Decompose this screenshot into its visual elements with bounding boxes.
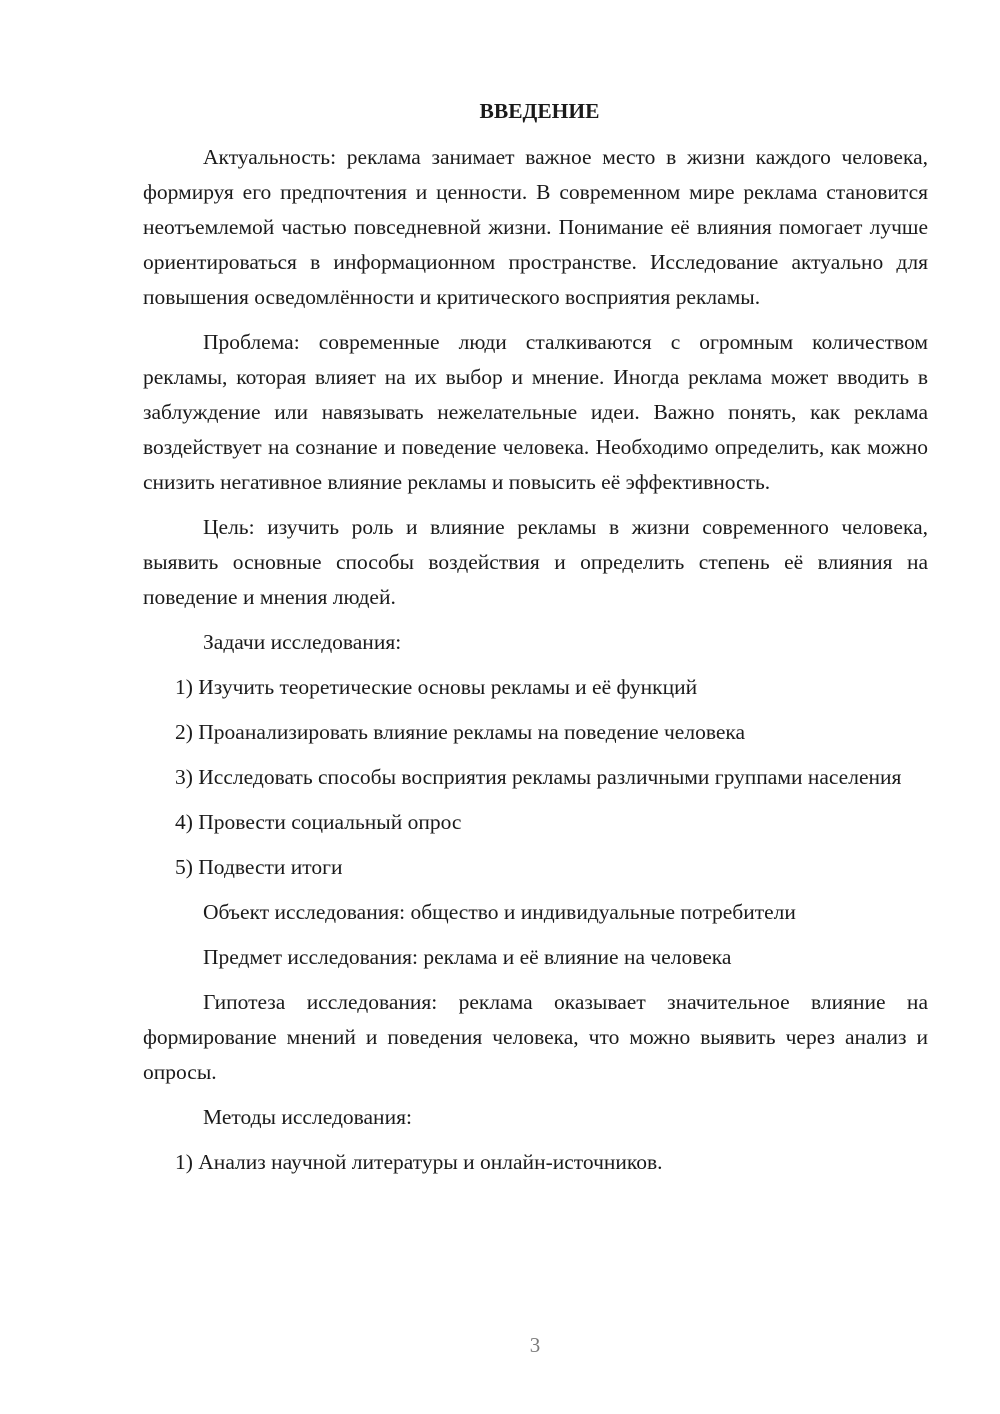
task-item: 3) Исследовать способы восприятия рекламы различными группами населения bbox=[175, 765, 902, 789]
hypothesis-paragraph: Гипотеза исследования: реклама оказывает значительное влияние на формирование мнений и поведения человека, что можно выявить через анализ и опросы. bbox=[143, 990, 928, 1084]
goal-paragraph: Цель: изучить роль и влияние рекламы в жизни современного человека, выявить основные способы воздействия и определить степень её влияния на поведение и мнения людей. bbox=[143, 515, 928, 609]
tasks-heading: Задачи исследования: bbox=[203, 630, 402, 654]
page-number: 3 bbox=[529, 1333, 541, 1357]
problem-paragraph: Проблема: современные люди сталкиваются с огромным количеством рекламы, которая влияет на их выбор и мнение. Иногда реклама может вводить в заблуждение или навязывать нежелательные идеи. Важно понять, как реклама воздействует на сознание и поведение человека. Необходимо определить, как можно снизить негативное влияние рекламы и повысить её эффективность. bbox=[143, 330, 928, 494]
task-item: 4) Провести социальный опрос bbox=[175, 810, 462, 834]
task-item: 1) Изучить теоретические основы рекламы и её функций bbox=[175, 675, 698, 699]
document-page bbox=[143, 96, 928, 1190]
methods-heading: Методы исследования: bbox=[203, 1105, 412, 1129]
page-title: ВВЕДЕНИЕ bbox=[479, 99, 600, 123]
object-line: Объект исследования: общество и индивидуальные потребители bbox=[203, 900, 796, 924]
task-item: 2) Проанализировать влияние рекламы на поведение человека bbox=[175, 720, 746, 744]
methods-list bbox=[143, 1145, 928, 1180]
task-item: 5) Подвести итоги bbox=[175, 855, 343, 879]
method-item: 1) Анализ научной литературы и онлайн-источников. bbox=[175, 1150, 663, 1174]
subject-line: Предмет исследования: реклама и её влияние на человека bbox=[203, 945, 732, 969]
relevance-paragraph: Актуальность: реклама занимает важное место в жизни каждого человека, формируя его предпочтения и ценности. В современном мире реклама становится неотъемлемой частью повседневной жизни. Понимание её влияния помогает лучше ориентироваться в информационном пространстве. Исследование актуально для повышения осведомлённости и критического восприятия рекламы. bbox=[143, 145, 928, 309]
tasks-list bbox=[143, 670, 928, 885]
